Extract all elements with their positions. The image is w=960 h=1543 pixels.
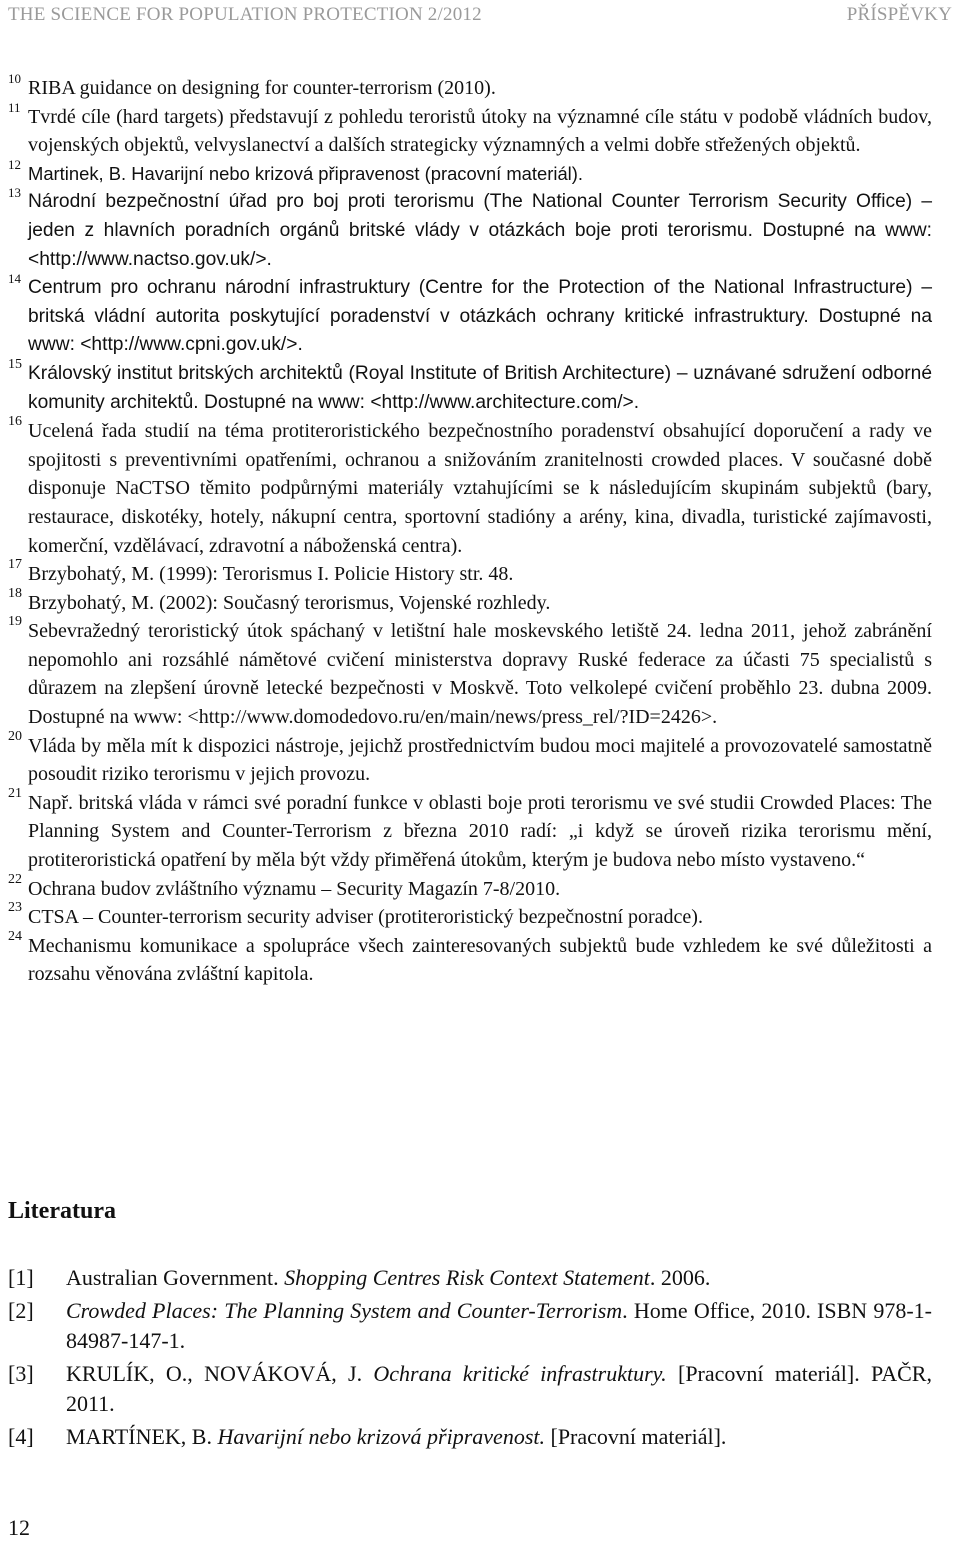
footnote [8, 156, 932, 189]
journal-title: THE SCIENCE FOR POPULATION PROTECTION 2/2012 [8, 4, 482, 25]
footnote-text: Vláda by měla mít k dispozici nástroje, jejichž prostřednictvím budou moci majitelé a provozovatelé samostatně posoudit riziko terorismu v jejich provozu. [28, 734, 932, 786]
reference-authors: MARTÍNEK, B. [66, 1424, 218, 1449]
footnote-text: Mechanismu komunikace a spolupráce všech zainteresovaných subjektů bude vzhledem ke své důležitosti a rozsahu věnována zvláštní kapitola. [28, 934, 932, 986]
reference-authors: Australian Government. [66, 1265, 285, 1290]
footnote [8, 414, 932, 560]
footnote-text: Ucelená řada studií na téma protiteroristického bezpečnostního poradenství obsahující doporučení a rady ve spojitosti s preventivními opatřeními, ochranou a snižováním zranitelnosti crowded places. V současné době disponuje NaCTSO těmito podpůrnými materiály vztahujícími se k následujícím skupinám subjektů (bary, restaurace, diskotéky, hotely, nákupní centra, sportovní stadióny a arény, kina, divadla, turistické zajímavosti, komerční, vzdělávací, zdravotní a náboženská centra). [28, 420, 932, 557]
footnote-number: 19 [8, 614, 22, 630]
footnote-number: 12 [8, 156, 21, 172]
footnote-text: Ochrana budov zvláštního významu – Security Magazín 7-8/2010. [28, 877, 561, 900]
footnote [8, 585, 932, 618]
footnote-number: 15 [8, 356, 22, 372]
reference-body [66, 1296, 932, 1356]
footnote-number: 14 [8, 271, 21, 287]
reference-title: Havarijní nebo krizová připravenost. [217, 1424, 545, 1449]
footnote [8, 900, 932, 932]
reference-title: Crowded Places: The Planning System and Counter-Terrorism [66, 1298, 623, 1323]
footnote-text: Sebevražedný teroristický útok spáchaný v letištní hale moskevského letiště 24. ledna 2011, jehož zabránění nepomohlo ani rozsáhlé námětové cvičení ministerstva dopravy Ruské federace za účasti 75 specialistů s důrazem na zlepšení úrovně letecké bezpečnosti v Moskvě. Toto velkolepé cvičení proběhlo 23. dubna 2009. Dostupné na www: <http://www.domodedovo.ru/en/main/news/press_rel/?ID=2426>. [28, 620, 932, 729]
footnote-number: 11 [8, 99, 21, 115]
reference-item [8, 1359, 932, 1419]
footnote-text: Národní bezpečnostní úřad pro boj proti terorismu (The National Counter Terrorism Security Office) – jeden z hlavních poradních orgánů britské vlády v otázkách boje proti terorismu. Dostupné na www: <http://www.nactso.gov.uk/>. [28, 191, 932, 270]
reference-item [8, 1422, 932, 1452]
reference-body [66, 1263, 932, 1293]
footnote-number: 21 [8, 785, 22, 801]
footnote-number: 24 [8, 928, 22, 944]
footnote [8, 785, 932, 875]
page-number: 12 [8, 1515, 30, 1540]
reference-details: [Pracovní materiál]. [545, 1424, 727, 1449]
footnote-text: Tvrdé cíle (hard targets) představují z pohledu teroristů útoky na významné cíle státu v podobě vládních budov, vojenských objektů, velvyslanectví a dalších strategicky významných a velmi dobře střežených objektů. [28, 105, 932, 157]
footnote [8, 99, 932, 160]
section-label: PŘÍSPĚVKY [846, 4, 952, 25]
reference-title: Shopping Centres Risk Context Statement [284, 1265, 650, 1290]
footnote-number: 13 [8, 185, 21, 201]
footnote-text: Centrum pro ochranu národní infrastruktury (Centre for the Protection of the National Infrastructure) – britská vládní autorita poskytující poradenství v otázkách ochrany kritické infrastruktury. Dostupné na www: <http://www.cpni.gov.uk/>. [28, 277, 932, 356]
footnote-text: Brzybohatý, M. (2002): Současný terorismus, Vojenské rozhledy. [28, 591, 551, 614]
reference-item [8, 1296, 932, 1356]
reference-body [66, 1422, 932, 1452]
reference-details: [Pracovní materiál]. PAČR, 2011. [66, 1361, 932, 1416]
footnote-text: RIBA guidance on designing for counter-terrorism (2010). [28, 77, 496, 99]
footnote-number: 10 [8, 71, 21, 86]
reference-title: Ochrana kritické infrastruktury. [373, 1361, 667, 1386]
reference-body [66, 1359, 932, 1419]
footnote-number: 22 [8, 871, 22, 887]
reference-details: . 2006. [649, 1265, 711, 1290]
footnote-text: Královský institut britských architektů (Royal Institute of British Architecture) – uznávané sdružení odborné komunity architektů. Dostupné na www: <http://www.architecture.com/>. [28, 362, 932, 413]
reference-number: [1] [8, 1265, 34, 1290]
footnote [8, 728, 932, 789]
footnote [8, 185, 932, 274]
footnote [8, 928, 932, 989]
reference-number: [2] [8, 1298, 34, 1323]
literature-heading: Literatura [8, 1198, 116, 1224]
running-header [8, 4, 952, 28]
reference-list [8, 1263, 932, 1455]
footnote-text: Např. britská vláda v rámci své poradní funkce v oblasti boje proti terorismu ve své studii Crowded Places: The Planning System and Counter-Terrorism z března 2010 radí: „i když se úroveň rizika terorismu mění, protiteroristická opatření by měla být vždy přiměřená útokům, kterým je budova nebo místo vystaveno.“ [28, 791, 932, 872]
footnote-text: CTSA – Counter-terrorism security adviser (protiteroristický bezpečnostní poradce). [28, 906, 703, 929]
footnote [8, 614, 932, 731]
reference-number: [4] [8, 1424, 34, 1449]
reference-details: . Home Office, 2010. ISBN 978-1-84987-147-1. [66, 1298, 932, 1353]
reference-authors: KRULÍK, O., NOVÁKOVÁ, J. [66, 1361, 374, 1386]
footnote-text: Martinek, B. Havarijní nebo krizová připravenost (pracovní materiál). [28, 162, 584, 184]
footnote [8, 871, 932, 904]
footnote [8, 557, 932, 589]
footnote-number: 17 [8, 557, 22, 573]
reference-number: [3] [8, 1361, 34, 1386]
footnote-number: 16 [8, 414, 22, 430]
footnotes-list [8, 71, 932, 989]
footnote-number: 20 [8, 728, 22, 744]
footnote-text: Brzybohatý, M. (1999): Terorismus I. Policie History str. 48. [28, 563, 514, 586]
footnote-number: 18 [8, 585, 22, 601]
footnote [8, 271, 932, 360]
footnote [8, 71, 932, 103]
footnote-number: 23 [8, 900, 22, 916]
reference-item [8, 1263, 932, 1293]
footnote [8, 356, 932, 417]
